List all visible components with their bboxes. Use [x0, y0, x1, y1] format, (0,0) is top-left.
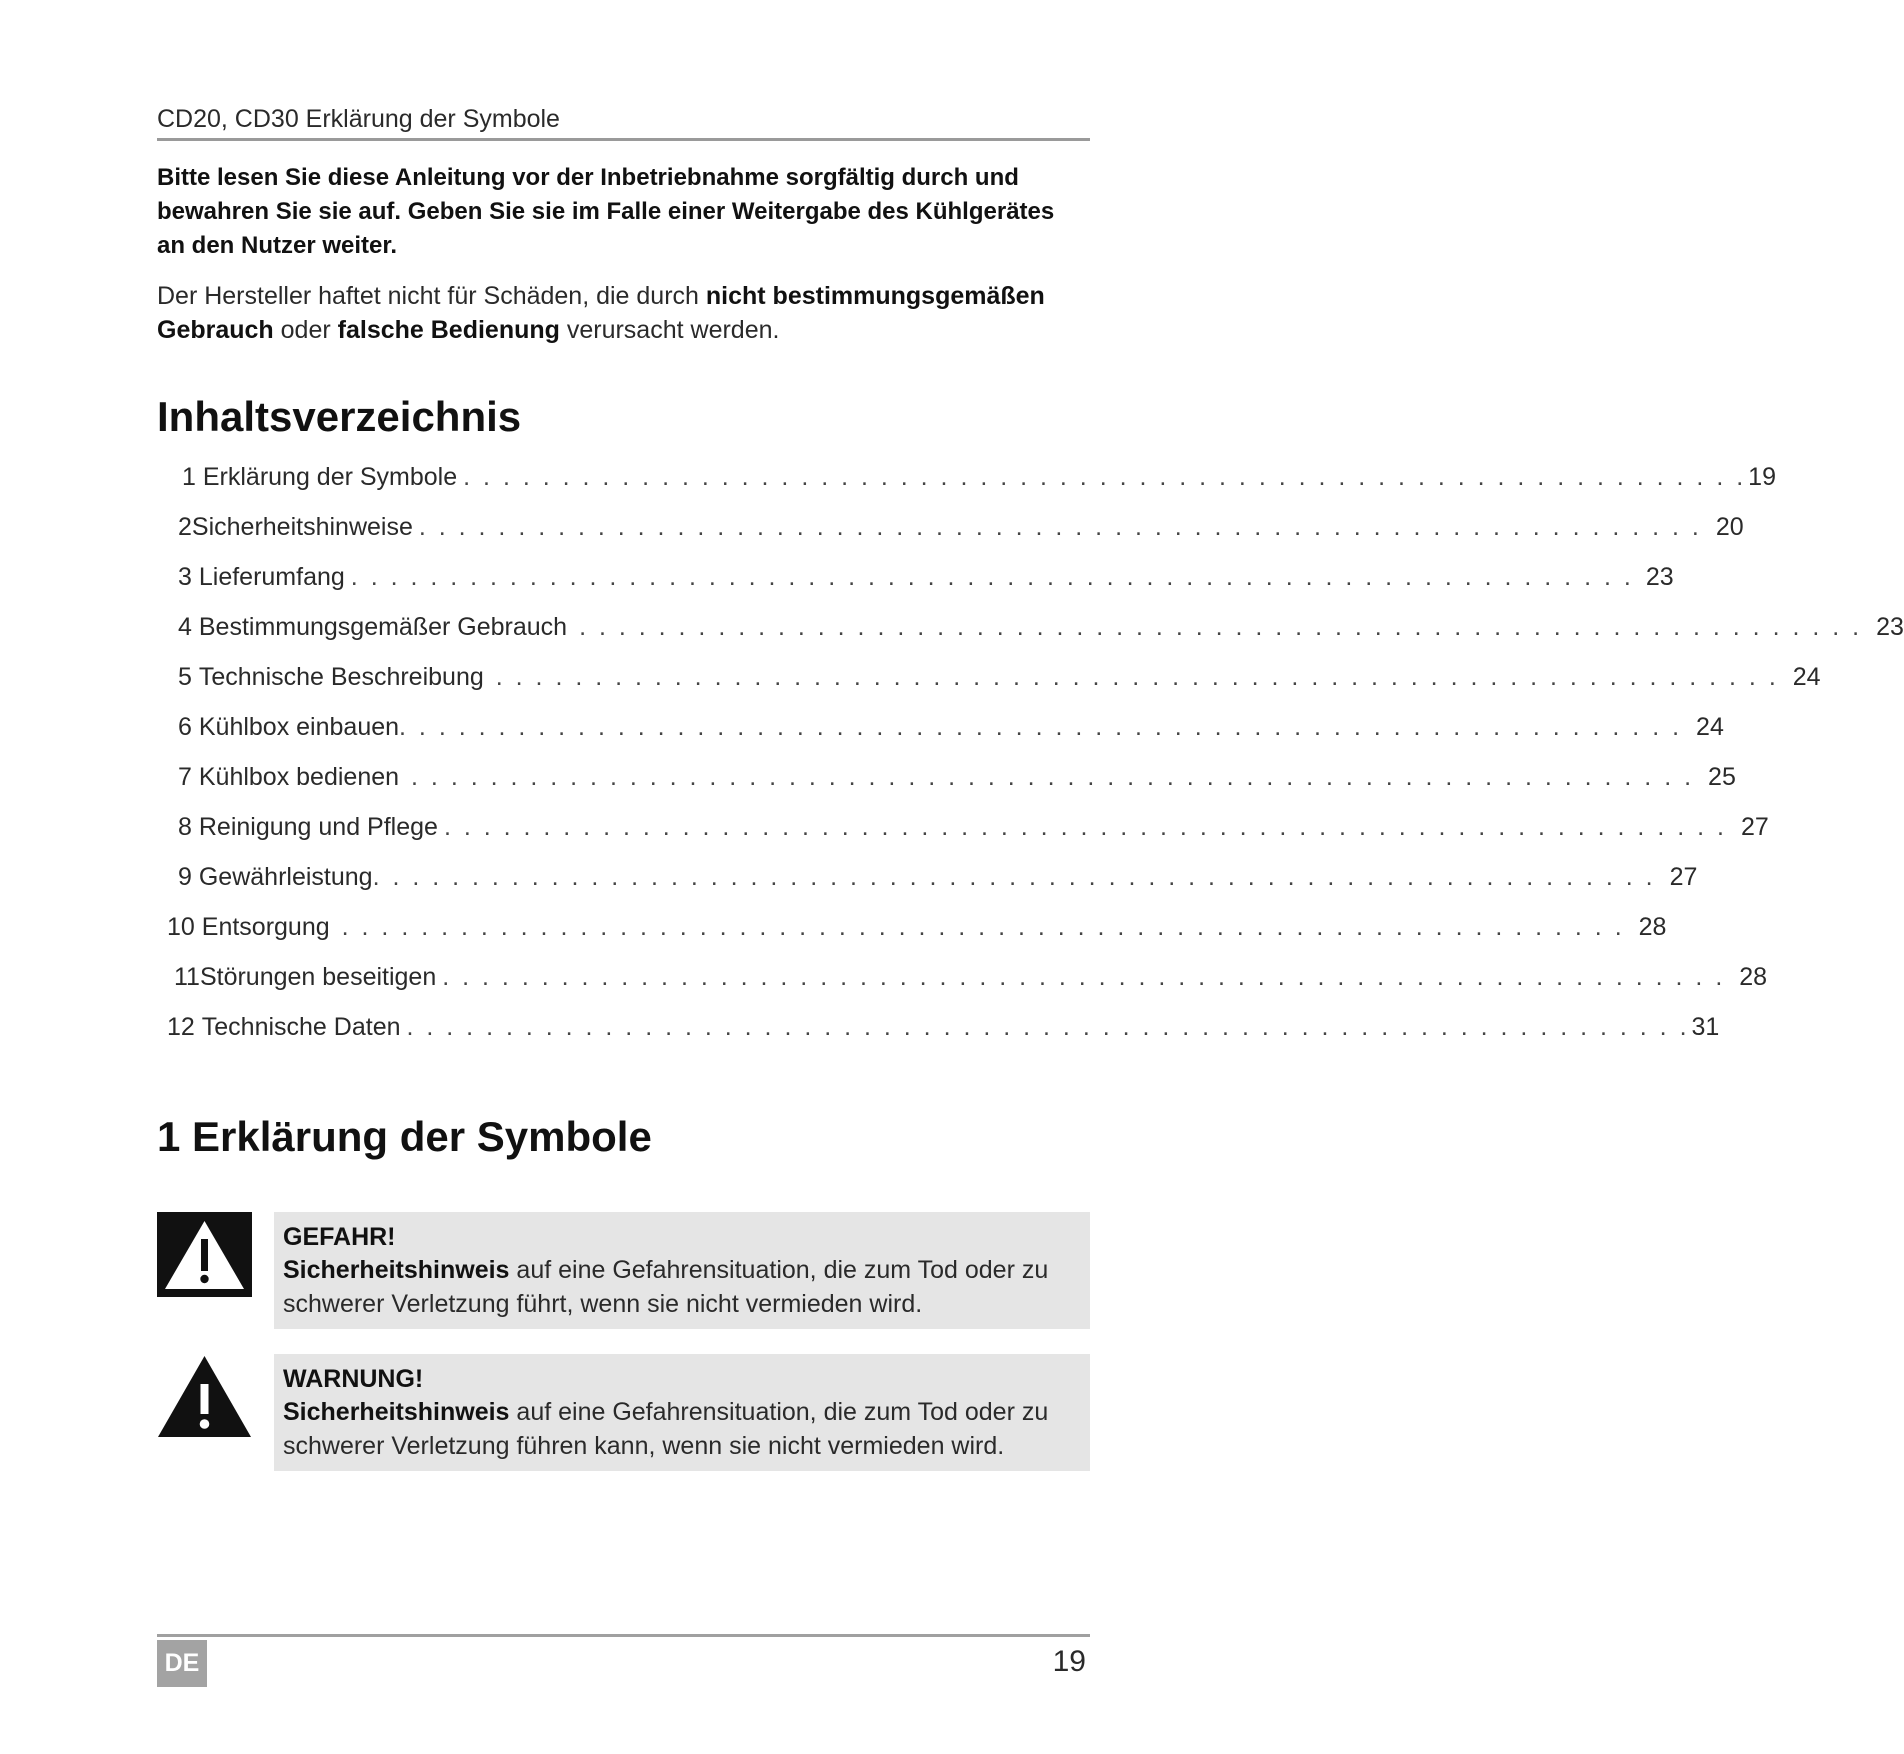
toc-leader-dots: . . . . . . . . . . . . . . . . . . . . . . . . . . . . . . . . . . . . . . . . . . . . . . . . . . . . . . . . . . . . . . . . . [418, 513, 1702, 541]
toc-entry-7[interactable] [178, 761, 1736, 793]
liability-text-1: Der Hersteller haftet nicht für Schäden, die durch [157, 282, 706, 310]
danger-notice [274, 1212, 1090, 1329]
notice-text [283, 1253, 1082, 1321]
toc-leader-dots: . . . . . . . . . . . . . . . . . . . . . . . . . . . . . . . . . . . . . . . . . . . . . . . . . . . . . . . . . . . . . . . . . [350, 563, 1634, 591]
toc-entry-page: 23 [1876, 613, 1904, 641]
toc-entry-5[interactable] [178, 661, 1821, 693]
toc-entry-number: 9 [178, 863, 199, 891]
toc-entry-page: 24 [1792, 663, 1821, 691]
read-instructions-notice: Bitte lesen Sie diese Anleitung vor der Inbetriebnahme sorgfältig durch und bewahren Sie sie auf. Geben Sie sie im Falle einer Weitergabe des Kühlgerätes an den Nutzer weiter. [157, 164, 1055, 259]
toc-entry-number: 7 [178, 763, 199, 791]
running-header: CD20, CD30 Erklärung der Symbole [157, 105, 560, 133]
liability-text-3: verursacht werden. [559, 316, 780, 344]
toc-entry-number: 4 [178, 613, 199, 641]
header-divider [157, 138, 1090, 141]
toc-entry-label: Technische Beschreibung [198, 663, 484, 691]
toc-entry-2[interactable] [178, 511, 1744, 543]
toc-title: Inhaltsverzeichnis [157, 393, 522, 440]
toc-leader-dots: . . . . . . . . . . . . . . . . . . . . . . . . . . . . . . . . . . . . . . . . . . . . . . . . . . . . . . . . . . . . . . . . . [442, 963, 1726, 991]
notice-bold-term: Sicherheitshinweis [283, 1398, 510, 1426]
warning-triangle-icon [157, 1354, 252, 1439]
toc-entry-label: Technische Daten [201, 1013, 401, 1041]
toc-entry-label: Erklärung der Symbole [202, 463, 458, 491]
toc-leader-dots: . . . . . . . . . . . . . . . . . . . . . . . . . . . . . . . . . . . . . . . . . . . . . . . . . . . . . . . . . . . . . . . . . [406, 1013, 1690, 1041]
warning-notice [274, 1354, 1090, 1471]
toc-entry-number: 11 [174, 963, 200, 991]
toc-entry-11[interactable] [174, 961, 1768, 993]
notice-heading: GEFAHR! [283, 1223, 396, 1251]
toc-leader-dots: . . . . . . . . . . . . . . . . . . . . . . . . . . . . . . . . . . . . . . . . . . . . . . . . . . . . . . . . . . . . . . . . . [579, 613, 1863, 641]
toc-entry-number: 12 [167, 1013, 202, 1041]
toc-entry-label: Sicherheitshinweise [191, 513, 413, 541]
toc-entry-label: Kühlbox einbauen [198, 713, 400, 741]
toc-entry-label: Störungen beseitigen [199, 963, 437, 991]
toc-entry-page: 20 [1715, 513, 1744, 541]
notice-heading: WARNUNG! [283, 1365, 424, 1393]
toc-entry-label: Entsorgung [201, 913, 330, 941]
toc-entry-12[interactable] [167, 1011, 1720, 1043]
section-title: 1 Erklärung der Symbole [157, 1113, 652, 1160]
language-badge: DE [157, 1640, 207, 1687]
toc-entry-page: 27 [1740, 813, 1769, 841]
toc-leader-dots: . . . . . . . . . . . . . . . . . . . . . . . . . . . . . . . . . . . . . . . . . . . . . . . . . . . . . . . . . . . . . . . . . [443, 813, 1727, 841]
toc-entry-number: 1 [182, 463, 203, 491]
toc-leader-dots: . . . . . . . . . . . . . . . . . . . . . . . . . . . . . . . . . . . . . . . . . . . . . . . . . . . . . . . . . . . . . . . . . [372, 863, 1656, 891]
toc-entry-page: 28 [1739, 963, 1768, 991]
toc-entry-page: 19 [1748, 463, 1776, 491]
page-number: 19 [1052, 1645, 1086, 1678]
toc-entry-8[interactable] [178, 811, 1769, 843]
toc-entry-number: 8 [178, 813, 199, 841]
toc-entry-6[interactable] [178, 711, 1724, 743]
toc-entry-number: 6 [178, 713, 199, 741]
toc-entry-label: Kühlbox bedienen [198, 763, 400, 791]
warning-triangle-boxed-icon [157, 1212, 252, 1297]
toc-leader-dots: . . . . . . . . . . . . . . . . . . . . . . . . . . . . . . . . . . . . . . . . . . . . . . . . . . . . . . . . . . . . . . . . . [399, 713, 1683, 741]
toc-entry-label: Gewährleistung [198, 863, 373, 891]
toc-entry-number: 10 [167, 913, 202, 941]
toc-entry-page: 28 [1638, 913, 1667, 941]
toc-entry-page: 23 [1645, 563, 1674, 591]
notice-text [283, 1395, 1082, 1463]
toc-leader-dots: . . . . . . . . . . . . . . . . . . . . . . . . . . . . . . . . . . . . . . . . . . . . . . . . . . . . . . . . . . . . . . . . . [495, 663, 1779, 691]
liability-bold-2: falsche Bedienung [337, 316, 560, 344]
notice-description: auf eine Gefahrensituation, die zum Tod oder zu schwerer Verletzung führt, wenn sie nicht vermieden wird. [283, 1256, 1049, 1318]
liability-text-2: oder [273, 316, 338, 344]
toc-entry-label: Reinigung und Pflege [198, 813, 438, 841]
toc-entry-page: 27 [1669, 863, 1698, 891]
toc-entry-3[interactable] [178, 561, 1674, 593]
toc-entry-9[interactable] [178, 861, 1698, 893]
toc-entry-4[interactable] [178, 611, 1904, 643]
toc-entry-page: 25 [1708, 763, 1736, 791]
toc-entry-page: 24 [1696, 713, 1724, 741]
toc-entry-number: 2 [178, 513, 192, 541]
toc-entry-number: 5 [178, 663, 199, 691]
toc-leader-dots: . . . . . . . . . . . . . . . . . . . . . . . . . . . . . . . . . . . . . . . . . . . . . . . . . . . . . . . . . . . . . . . . . [463, 463, 1747, 491]
toc-entry-label: Bestimmungsgemäßer Gebrauch [198, 613, 568, 641]
toc-entry-number: 3 [178, 563, 199, 591]
notice-bold-term: Sicherheitshinweis [283, 1256, 510, 1284]
notice-description: auf eine Gefahrensituation, die zum Tod oder zu schwerer Verletzung führen kann, wenn sie nicht vermieden wird. [283, 1398, 1049, 1460]
liability-statement [157, 279, 1097, 347]
liability-bold-1: nicht bestimmungsgemäßen Gebrauch [157, 282, 1045, 344]
toc-entry-1[interactable] [182, 461, 1776, 493]
toc-leader-dots: . . . . . . . . . . . . . . . . . . . . . . . . . . . . . . . . . . . . . . . . . . . . . . . . . . . . . . . . . . . . . . . . . [411, 763, 1695, 791]
toc-entry-page: 31 [1691, 1013, 1720, 1041]
toc-entry-10[interactable] [167, 911, 1667, 943]
toc-leader-dots: . . . . . . . . . . . . . . . . . . . . . . . . . . . . . . . . . . . . . . . . . . . . . . . . . . . . . . . . . . . . . . . . . [341, 913, 1625, 941]
footer-divider [157, 1634, 1090, 1637]
toc-entry-label: Lieferumfang [198, 563, 345, 591]
